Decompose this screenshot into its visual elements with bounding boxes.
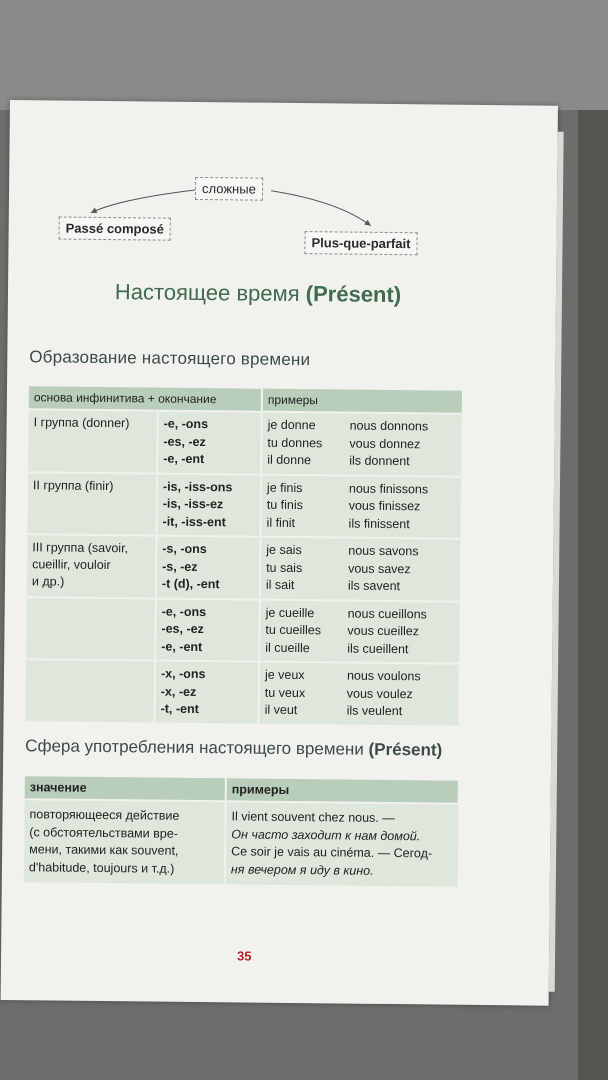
book-page xyxy=(1,100,558,1006)
plural-form: ils cueillent xyxy=(347,641,409,656)
ending: -e, -ent xyxy=(161,639,203,654)
plural-form: ils savent xyxy=(347,578,401,594)
table-row xyxy=(27,534,462,601)
background-right xyxy=(578,110,608,1080)
plural-form: ils donnent xyxy=(349,453,410,469)
examples-cell xyxy=(260,474,462,539)
diagram-arrows xyxy=(8,100,558,276)
group-label: cueillir, vouloir xyxy=(32,557,111,573)
header-stem-ending: основа инфинитива + окончание xyxy=(29,386,262,411)
plural-forms xyxy=(347,605,455,659)
section2-text: Сфера употребления настоящего времени xyxy=(25,736,364,759)
usage-table xyxy=(24,776,460,887)
singular-form: il donne xyxy=(267,452,312,468)
singular-form: tu donnes xyxy=(267,435,323,450)
singular-forms xyxy=(267,417,350,470)
page-title xyxy=(8,278,508,309)
endings-cell xyxy=(157,411,262,475)
ending: -x, -ez xyxy=(160,684,197,699)
plural-forms xyxy=(347,668,455,722)
section-heading-formation: Образование настоящего времени xyxy=(29,347,311,370)
endings-cell xyxy=(154,661,259,724)
singular-forms xyxy=(265,667,348,720)
endings-cell xyxy=(156,473,261,537)
singular-form: je finis xyxy=(266,480,303,495)
plural-form: vous finissez xyxy=(348,498,421,514)
example-line: Ce soir je vais au cinéma. — Сегод- xyxy=(231,844,433,861)
group-cell xyxy=(26,597,156,661)
plural-form: nous finissons xyxy=(348,481,429,496)
ending: -t, -ent xyxy=(160,701,199,717)
ending: -s, -ez xyxy=(162,559,198,574)
plural-form: nous savons xyxy=(348,543,419,559)
arrow-left xyxy=(91,189,195,214)
examples-cell xyxy=(259,599,461,664)
group-cell xyxy=(28,409,158,473)
header-examples: примеры xyxy=(226,778,459,803)
group-label: и др.) xyxy=(31,574,65,589)
table-row xyxy=(28,409,463,476)
singular-form: il finit xyxy=(266,515,296,530)
table-row xyxy=(26,659,461,725)
ending: -es, -ez xyxy=(163,434,206,449)
diagram-node-passe-compose: Passé composé xyxy=(59,217,172,241)
singular-form: il sait xyxy=(265,577,295,593)
plural-form: vous savez xyxy=(348,561,411,576)
title-text: Настоящее время xyxy=(114,279,300,307)
group-cell xyxy=(26,659,156,722)
ending: -it, -iss-ent xyxy=(162,514,226,529)
section2-paren: (Présent) xyxy=(368,739,443,760)
diagram-node-plus-que-parfait: Plus-que-parfait xyxy=(304,231,417,255)
singular-form: tu sais xyxy=(266,560,303,575)
header-examples: примеры xyxy=(262,389,463,414)
plural-form: vous voulez xyxy=(346,686,413,701)
arrow-right xyxy=(271,191,371,226)
plural-form: vous cueillez xyxy=(347,623,420,639)
singular-form: je donne xyxy=(267,417,316,433)
singular-form: il cueille xyxy=(265,640,310,655)
group-label: II группа (finir) xyxy=(32,477,114,493)
formation-table xyxy=(26,386,464,725)
ending: -x, -ons xyxy=(160,666,206,682)
singular-form: je cueille xyxy=(265,605,315,620)
table-row xyxy=(26,597,461,664)
group-cell xyxy=(27,472,157,536)
ending: -e, -ent xyxy=(163,451,205,467)
ending: -es, -ez xyxy=(161,621,204,637)
header-meaning: значение xyxy=(25,776,226,801)
group-label: I группа (donner) xyxy=(33,415,130,431)
singular-forms xyxy=(266,479,349,532)
page-number: 35 xyxy=(236,948,252,964)
background-top xyxy=(0,0,608,110)
meaning-cell xyxy=(24,799,226,884)
table-row xyxy=(24,799,459,887)
example-translation: ня вечером я иду в кино. xyxy=(230,861,374,878)
plural-form: ils finissent xyxy=(348,516,410,531)
meaning-line: (с обстоятельствами вре- xyxy=(29,824,178,841)
meaning-line: мени, такими как souvent, xyxy=(29,842,179,858)
section-heading-usage xyxy=(25,736,442,760)
plural-form: nous voulons xyxy=(346,668,421,684)
singular-form: il veut xyxy=(264,702,298,718)
singular-form: tu veux xyxy=(264,685,306,700)
singular-form: tu cueilles xyxy=(265,622,322,638)
plural-forms xyxy=(349,418,457,472)
ending: -t (d), -ent xyxy=(161,576,220,592)
ending: -is, -iss-ez xyxy=(162,496,224,512)
tense-diagram xyxy=(8,100,558,276)
endings-cell xyxy=(155,598,260,662)
examples-cell xyxy=(258,662,460,726)
singular-forms xyxy=(265,604,348,657)
plural-form: nous donnons xyxy=(349,418,429,434)
ending: -is, -iss-ons xyxy=(162,479,233,494)
examples-cell xyxy=(225,801,459,886)
meaning-line: d'habitude, toujours и т.д.) xyxy=(28,859,175,876)
diagram-node-complex: сложные xyxy=(195,177,263,201)
examples-cell xyxy=(261,412,463,477)
plural-form: nous cueillons xyxy=(347,606,427,621)
singular-form: tu finis xyxy=(266,497,303,513)
example-translation: Он часто заходит к нам домой. xyxy=(231,826,421,843)
singular-form: je sais xyxy=(266,542,302,558)
ending: -e, -ons xyxy=(161,604,207,619)
table-row xyxy=(27,472,462,539)
example-line: Il vient souvent chez nous. — xyxy=(231,809,395,826)
plural-forms xyxy=(348,480,456,534)
plural-forms xyxy=(348,543,456,597)
title-paren: (Présent) xyxy=(305,281,402,308)
plural-form: ils veulent xyxy=(346,703,403,719)
singular-forms xyxy=(266,542,349,595)
examples-cell xyxy=(260,537,462,602)
group-label: III группа (savoir, xyxy=(32,540,129,556)
ending: -e, -ons xyxy=(163,416,209,432)
ending: -s, -ons xyxy=(162,541,207,557)
endings-cell xyxy=(156,536,261,600)
singular-form: je veux xyxy=(264,667,305,683)
meaning-line: повторяющееся действие xyxy=(29,807,180,823)
group-cell xyxy=(27,534,157,598)
plural-form: vous donnez xyxy=(349,436,421,451)
